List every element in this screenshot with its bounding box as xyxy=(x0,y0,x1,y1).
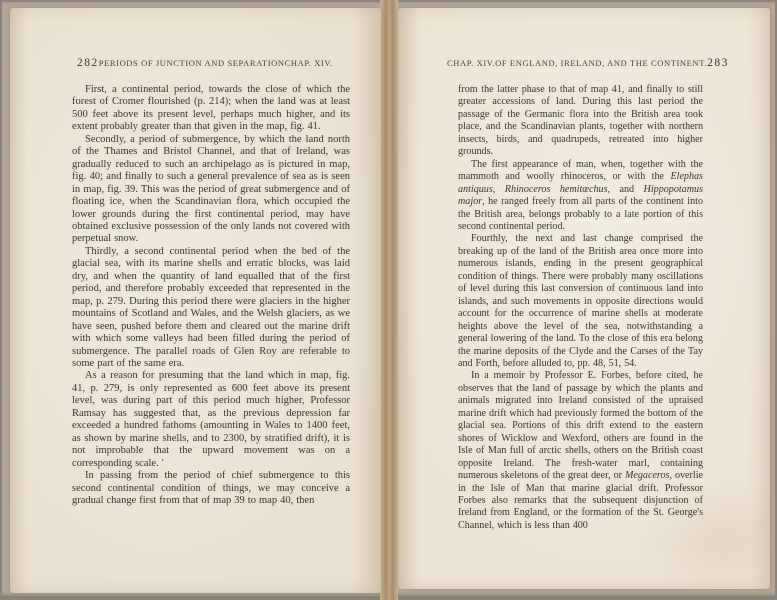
paragraph xyxy=(72,246,350,371)
text-run: , overlie in the Isle of Man that marine glacial drift. Professor Forbes also remarks that the subsequent disjunction of Ireland from England, or the formation of the St. George's Channel, which is less than 400 xyxy=(458,470,703,531)
text-run: Thirdly, a second continental period when the bed of the glacial sea, with its marine shells and erratic blocks, was laid dry, and when the quantity of land equalled that of the first period, and therefore probably exceeded that represented in the map, p. 279. During this period there were glaciers in the higher mountains of Scotland and Wales, and the Welsh glaciers, as we have seen, pushed before them and cleared out the marine drift with which some valleys had been filled during the period of submergence. The parallel roads of Glen Roy are referable to some part of the same era. xyxy=(72,245,350,369)
text-run: from the latter phase to that of map 41, and finally to still greater accessions of land. During this last period the passage of the Germanic flora into the British area took place, and the Scandinavian plants, together with northern insects, birds, and quadrupeds, retreated into higher grounds. xyxy=(458,84,703,158)
text-run: First, a continental period, towards the close of which the forest of Cromer flourished (p. 214); when the land was at least 500 feet above its present level, perhaps much higher, and its extent probably greater than that given in the map, fig. 41. xyxy=(72,84,350,133)
running-title-left: PERIODS OF JUNCTION AND SEPARATION xyxy=(98,58,285,68)
paragraph xyxy=(72,370,350,470)
text-run: As a reason for presuming that the land which in map, fig. 41, p. 279, is only represented as 600 feet above its present level, was during part of this period much higher, Professor Ramsay has suggested that, as the previous depression far exceeded a hundred fathoms (amounting in Wales to 1400 feet, as shown by marine shells, and to 2300, by stratified drift), it is not improbable that the upward movement was on a corresponding scale. ′ xyxy=(72,370,350,469)
text-run: Secondly, a period of submergence, by which the land north of the Thames and Bristol Channel, and that of Ireland, was gradually reduced to such an archipelago as is pictured in map, fig. 40; and finally to such a general prevalence of sea as is seen in map, fig. 39. This was the period of great submergence and of floating ice, when the Scandinavian flora, which occupied the lower grounds during the first continental period, may have obtained exclusive possession of the only lands not covered with perpetual snow. xyxy=(72,133,350,245)
page-left xyxy=(10,8,381,593)
text-run: In passing from the period of chief submergence to this second continental condition of things, we may conceive a gradual change first from that of map 39 to map 40, then xyxy=(72,470,350,506)
species-name-italic: Hippopotamus major xyxy=(458,183,703,208)
text-run: In a memoir by Professor E. Forbes, before cited, he observes that the land of passage by which the plants and animals migrated into Ireland consisted of the upraised marine drift which had previously formed the bottom of the glacial sea. Portions of this drift extend to the eastern shores of Wicklow and Wexford, others are found in the Isle of Man full of arctic shells, others on the British coast opposite Ireland. The fresh-water marl, containing numerous skeletons of the great deer, or xyxy=(458,370,703,482)
page-header-right xyxy=(447,57,729,69)
text-run: , he ranged freely from all parts of the continent into the British area, belongs probably to a late portion of this second continental period. xyxy=(458,196,703,232)
page-number-right: 283 xyxy=(707,57,729,69)
running-title-right: OF ENGLAND, IRELAND, AND THE CONTINENT. xyxy=(495,58,708,68)
page-number-left: 282 xyxy=(77,57,99,69)
paragraph xyxy=(458,370,703,532)
chapter-label-left: CHAP. XIV. xyxy=(284,58,333,68)
text-run: The first appearance of man, when, together with the mammoth and woolly rhinoceros, or with the xyxy=(458,158,703,183)
paragraph xyxy=(72,84,350,134)
page-header-left xyxy=(77,57,333,69)
paragraph xyxy=(72,134,350,246)
paragraph xyxy=(458,159,703,234)
species-name-italic: Rhinoceros hemitœchus xyxy=(504,183,608,195)
page-body-left xyxy=(72,84,350,507)
page-body-right xyxy=(458,84,703,532)
chapter-label-right: CHAP. XIV. xyxy=(447,58,496,68)
text-run: , and xyxy=(607,183,644,195)
paragraph xyxy=(72,470,350,507)
paragraph xyxy=(458,84,703,159)
species-name-italic: Elephas antiquus xyxy=(458,171,703,195)
page-right xyxy=(398,8,770,589)
book-gutter xyxy=(380,0,398,600)
paragraph xyxy=(458,233,703,370)
species-name-italic: Megaceros xyxy=(624,470,670,482)
text-run: Fourthly, the next and last change comprised the breaking up of the land of the British area once more into numerous islands, ending in the present geographical condition of things. There were probably many oscillations of level during this last conversion of continuous land into islands, and such movements in opposite directions would account for the occurrence of marine shells at moderate heights above the level of the sea, notwithstanding a general lowering of the land. To the close of this era belong the marine deposits of the Clyde and the Carses of the Tay and Forth, before alluded to, pp. 48, 51, 54. xyxy=(458,233,703,369)
text-run: , xyxy=(492,183,505,195)
